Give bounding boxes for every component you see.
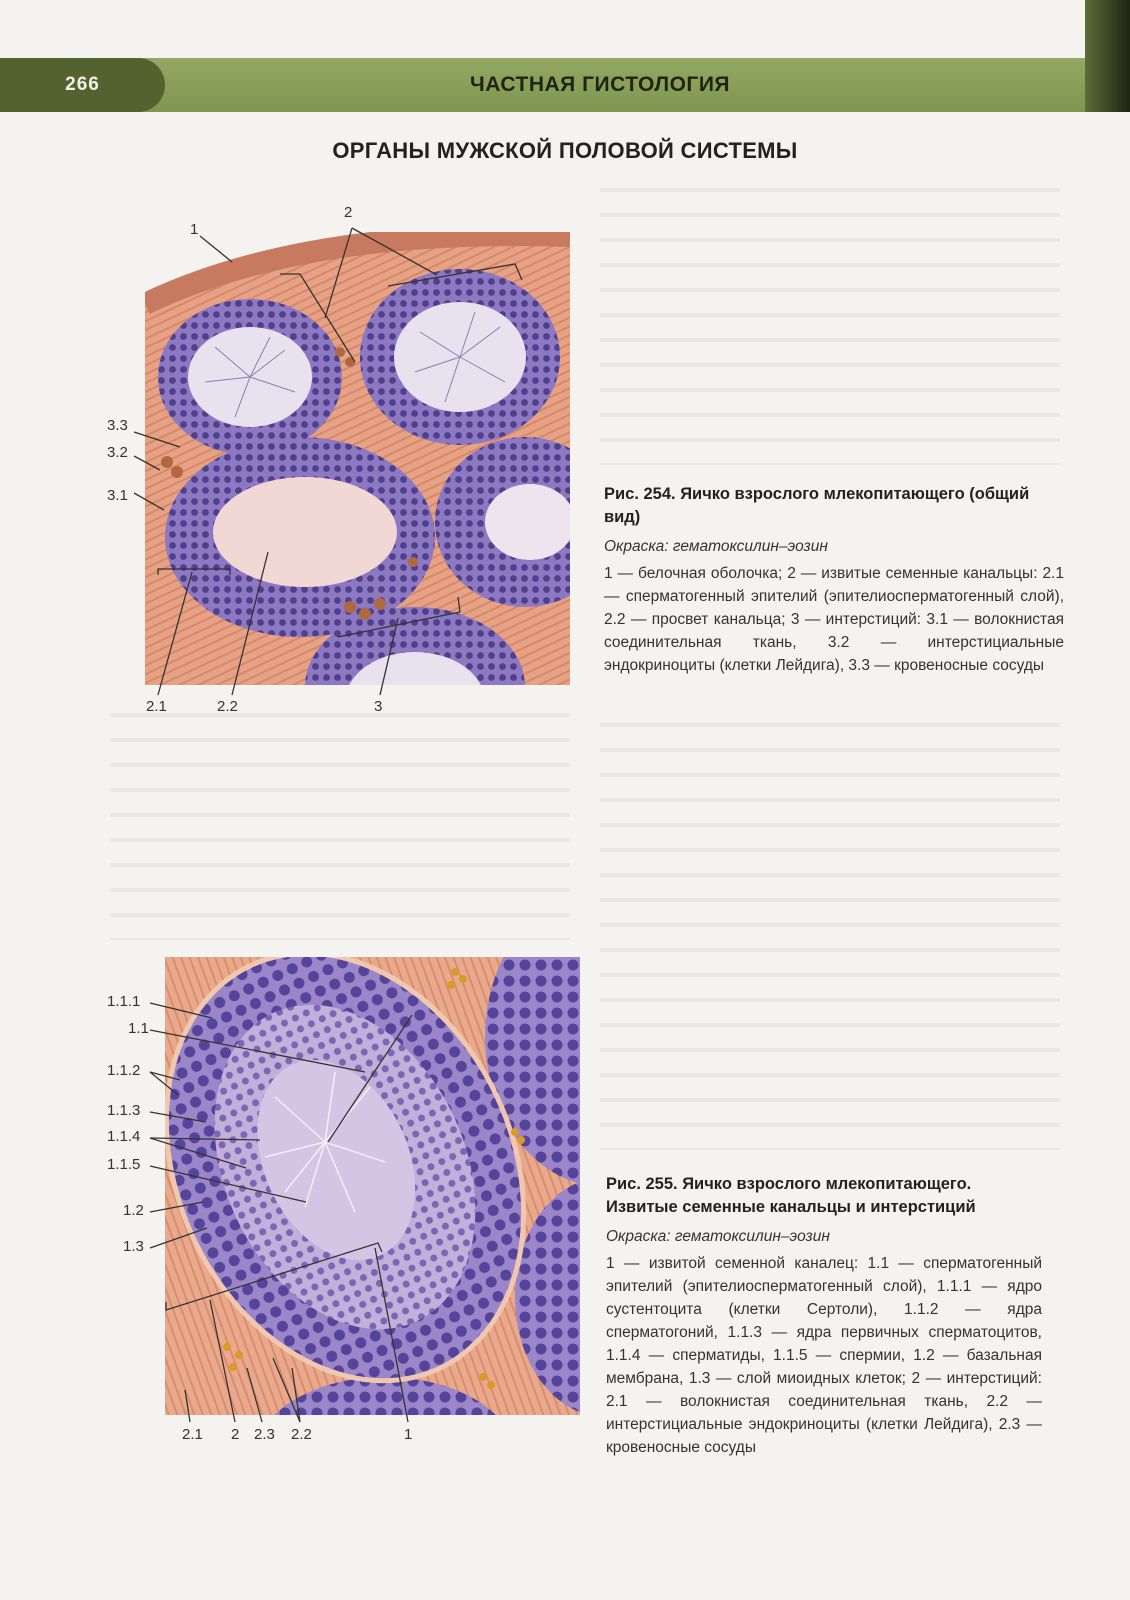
fig254-label-2-1: 2.1 [146,698,167,715]
fig255-label-2: 2 [231,1426,240,1443]
fig255-label-1-2: 1.2 [123,1202,144,1219]
figure-254-legend: 1 — белочная оболочка; 2 — извитые семенные канальцы: 2.1 — сперматогенный эпителий (эпителиосперматогенный слой), 2.2 — просвет канальца; 3 — интерстиций: 3.1 — волокнистая соединительная ткань, 3.2 — интерстициальные эндокриноциты (клетки Лейдига), 3.3 — кровеносные сосуды [604,565,1064,674]
fig255-label-1: 1 [404,1426,413,1443]
fig254-label-3-1: 3.1 [107,487,128,504]
fig255-label-1-3: 1.3 [123,1238,144,1255]
fig254-label-2-2: 2.2 [217,698,238,715]
page-title: ОРГАНЫ МУЖСКОЙ ПОЛОВОЙ СИСТЕМЫ [332,138,798,163]
fig255-label-1-1: 1.1 [128,1020,149,1037]
fig255-label-2-2: 2.2 [291,1426,312,1443]
figure-255-heading: Рис. 255. Яичко взрослого млекопитающего. Извитые семенные канальцы и интерстиций [606,1175,976,1216]
figure-255-caption [606,1173,1042,1459]
fig255-label-2-1: 2.1 [182,1426,203,1443]
section-title: ЧАСТНАЯ ГИСТОЛОГИЯ [469,73,731,96]
figure-254-stain: Окраска: гематоксилин–эозин [604,538,828,555]
fig254-label-3: 3 [374,698,383,715]
figure-254-heading: Рис. 254. Яичко взрослого млекопитающего (общий вид) [604,485,1030,526]
fig255-label-1-1-4: 1.1.4 [107,1128,141,1145]
fig255-label-1-1-2: 1.1.2 [107,1062,141,1079]
fig255-label-2-3: 2.3 [254,1426,275,1443]
fig255-label-1-1-1: 1.1.1 [107,993,141,1010]
fig254-label-3-3: 3.3 [107,417,128,434]
figure-255-legend: 1 — извитой семенной каналец: 1.1 — сперматогенный эпителий (эпителиосперматогенный слой), 1.1.1 — ядро сустентоцита (клетки Сертоли), 1.1.2 — ядра сперматогоний, 1.1.3 — ядра первичных сперматоцитов, 1.1.4 — сперматиды, 1.1.5 — спермии, 1.2 — базальная мембрана, 1.3 — слой миоидных клеток; 2 — интерстиций: 2.1 — волокнистая соединительная ткань, 2.2 — интерстициальные эндокриноциты (клетки Лейдига), 2.3 — кровеносные сосуды [606,1255,1042,1456]
fig254-label-1: 1 [190,221,199,238]
fig254-label-2: 2 [344,204,353,221]
fig254-label-3-2: 3.2 [107,444,128,461]
page-number: 266 [0,58,165,112]
figure-255-stain: Окраска: гематоксилин–эозин [606,1228,830,1245]
fig255-label-1-1-3: 1.1.3 [107,1102,141,1119]
fig255-label-1-1-5: 1.1.5 [107,1156,141,1173]
